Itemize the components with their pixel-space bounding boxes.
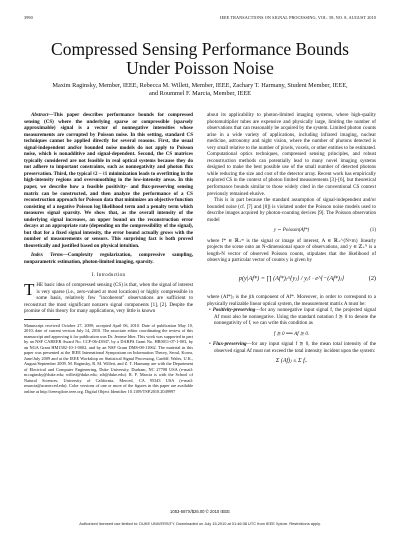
title-line-2: Under Poisson Noise <box>126 58 274 78</box>
index-terms <box>24 252 193 265</box>
journal-name: IEEE TRANSACTIONS ON SIGNAL PROCESSING, VOL. 58, NO. 8, AUGUST 2010 <box>219 15 376 20</box>
bullet-1-text: —for any nonnegative input signal f, the projected signal Af must also be nonnegative. Using the standard notation f ⪰ 0 to denote the nonnegativity of f, we can write this condition as <box>214 307 376 327</box>
abstract-text: This paper describes performance bounds for compressed sensing (CS) where the underlying sparse or compressible (sparsely approximable) signal is a vector of nonnegative intensities whose measurements are corrupted by Poisson noise. In this setting, standard CS techniques cannot be applied directly for several reasons. First, the usual signal-independent and/or bounded noise models do not apply to Poisson noise, which is nonadditive and signal-dependent. Second, the CS matrices typically considered are not feasible in real optical systems because they do not adhere to important constraints, such as nonnegativity and photon flux preservation. Third, the typical ℓ2 – ℓ1 minimization leads to overfitting in the high-intensity regions and oversmoothing in the low-intensity areas. In this paper, we describe how a feasible positivity- and flux-preserving sensing matrix can be constructed, and then analyze the performance of a CS reconstruction approach for Poisson data that minimizes an objective function consisting of a negative Poisson log likelihood term and a penalty term which measures signal sparsity. We show that, as the overall intensity of the underlying signal increases, an upper bound on the reconstruction error decays at an appropriate rate (depending on the compressibility of the signal), but that for a fixed signal intensity, the error bound actually grows with the number of measurements or sensors. This surprising fact is both proved theoretically and justified based on physical intuition. <box>24 112 193 249</box>
bullet-1-label: Positivity-preserving <box>212 307 256 314</box>
footnote-rule <box>24 319 60 320</box>
section-heading: I. Introduction <box>91 271 126 278</box>
drop-cap: T <box>24 280 35 300</box>
equation-1-body: y ∼ Poisson(Af*) <box>273 227 310 234</box>
intro-paragraph <box>24 282 193 315</box>
bullet-positivity: • Positivity-preserving—for any nonnegative input signal f, the projected signal Af must also be nonnegative. Using the standard notation f ⪰ 0 to denote the nonnegativity of f, we can write this condition as <box>209 307 376 327</box>
title-line-1: Compressed Sensing Performance Bounds <box>51 39 349 59</box>
equation-1 <box>207 227 376 234</box>
equation-2 <box>207 268 376 290</box>
authors-line-2: and Roummel F. Marcia, Member, IEEE <box>148 90 252 97</box>
bullet-2-label: Flux-preserving <box>212 341 247 348</box>
license-notice: Authorized licensed use limited to: DUKE UNIVERSITY. Downloaded on July 15,2010 at 01:46:38 UTC from IEEE Xplore. Restrictions apply. <box>79 521 321 526</box>
bullet-2-text: —for any input signal f ⪰ 0, the mean total intensity of the observed signal Af must not exceed the total intensity incident upon the system: <box>214 341 376 354</box>
equation-2-number: (2) <box>368 275 376 283</box>
author-list <box>24 82 376 98</box>
equation-1-number: (1) <box>370 227 376 234</box>
left-column <box>24 112 193 394</box>
right-paragraph-1: about its applicability to photon-limited imaging systems, where high-quality photomultiplier tubes are expensive and physically large, limiting the number of observations that can reasonably be acquired by the system. Limited photon counts arise in a wide variety of applications, including infrared imaging, nuclear medicine, astronomy and night vision, where the number of photons detected is very small relative to the number of pixels, voxels, or other entities to be estimated. Computational optics techniques, compressed sensing principles, and robust reconstruction methods can potentially lead to many novel imaging systems designed to make the best possible use of the small number of detected photons while reducing the size and cost of the detector array. Recent work has empirically explored CS in the context of photon limited measurements [3]–[6], but theoretical performance bounds similar to those widely cited in the conventional CS context previously remained elusive. <box>207 112 376 197</box>
right-paragraph-2: This is in part because the standard assumption of signal-independent and/or bounded noise (cf. [7] and [8]) is violated under the Poisson noise models used to describe images acquired by photon-counting devices [9]. The Poisson observation model <box>207 197 376 223</box>
right-column <box>207 112 376 369</box>
intro-text: HE basic idea of compressed sensing (CS) is that, when the signal of interest is very sparse (i.e., zero-valued at most locations) or highly compressible in some basis, relatively few "incoherent" observations are sufficient to reconstruct the most significant nonzero signal components [1], [2]. Despite the promise of this theory for many applications, very little is known <box>24 282 193 315</box>
right-paragraph-3: where f* ∈ ℝ₊ᵐ is the signal or image of interest, A ∈ ℝ₊^{N×m} linearly projects the scene onto an N-dimensional space of observations, and y ∈ ℤ₊ᴺ is a length-N vector of observed Poisson counts, stipulates that the likelihood of observing a particular vector of counts y is given by <box>207 237 376 264</box>
authors-line-1: Maxim Raginsky, Member, IEEE, Rebecca M. Willett, Member, IEEE, Zachary T. Harmany, Student Member, IEEE, <box>52 82 348 89</box>
equation-2-body: p(y|Af*) = ∏ (Af*)ⱼ^{yⱼ} / yⱼ! · e^{−(Af*)ⱼ} <box>238 275 345 283</box>
abstract-label: Abstract— <box>31 112 54 118</box>
abstract <box>24 112 193 249</box>
index-terms-label: Index Terms— <box>31 252 68 259</box>
right-paragraph-4: where (Af*)ⱼ is the jth component of Af*. Moreover, in order to correspond to a physically realizable linear optical system, the measurement matrix A must be: <box>207 294 376 307</box>
equation-3: f ⪰ 0 ⟹ Af ⪰ 0. <box>273 330 310 337</box>
paper-title <box>24 40 376 78</box>
page-number: 3990 <box>24 15 33 20</box>
equation-4: Σ (Af)ⱼ ≤ Σ fᵢ. <box>275 358 308 365</box>
footnote: Manuscript received October 27, 2009; accepted April 06, 2010. Date of publication May 10, 2010; date of current version July 14, 2010. The associate editor coordinating the review of this manuscript and approving it for publication was Dr. Jerome Idier. This work was supported in part by an NSF CAREER Award No. CCF-06-43947, by a DARPA Grant No. HR0011-07-1-003, by an NGA Grant HM1582-10-1-0002, and by an NSF Grant DMS-08-11062. The material in this paper was presented at the IEEE International Symposium on Information Theory, Seoul, Korea, June/July 2009 and at the IEEE Workshop on Statistical Signal Processing, Cardiff, Wales, U.K., August/September 2009. M. Raginsky, R. M. Willett, and Z. T. Harmany are with the Department of Electrical and Computer Engineering, Duke University, Durham, NC 27708 USA (e-mail: m.raginsky@duke.edu; willett@duke.edu; zth@duke.edu). R. F. Marcia is with the School of Natural Sciences, University of California, Merced, CA 95343 USA (e-mail: rmarcia@ucmerced.edu). Color versions of one or more of the figures in this paper are available online at http://ieeexplore.ieee.org. Digital Object Identifier 10.1109/TSP.2010.2049997 <box>24 322 194 394</box>
index-terms-text: Complexity regularization, compressive sampling, nonparametric estimation, photon-limited imaging, sparsity. <box>24 252 193 266</box>
publication-code: 1053-587X/$26.00 © 2010 IEEE <box>170 509 230 514</box>
bullet-flux: • Flux-preserving—for any input signal f ⪰ 0, the mean total intensity of the observed signal Af must not exceed the total intensity incident upon the system: <box>209 341 376 354</box>
